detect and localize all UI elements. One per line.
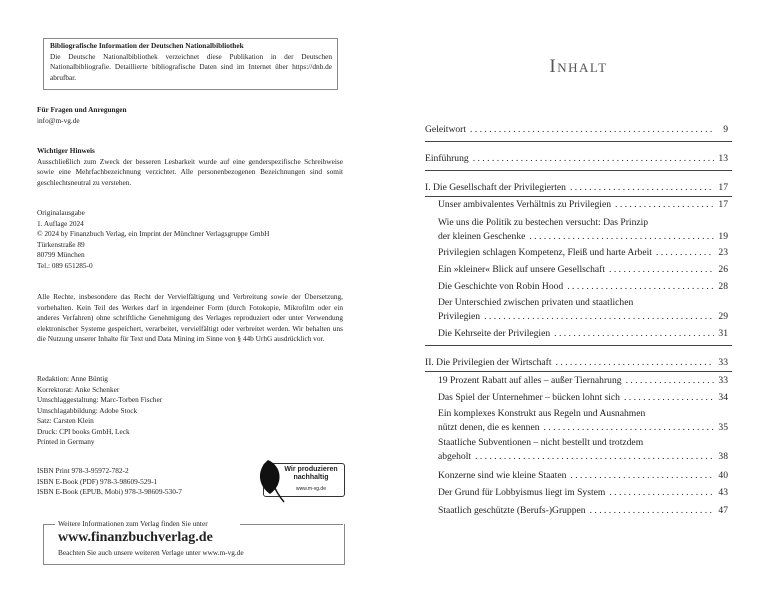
credit-line: Korrektorat: Anke Schenker <box>37 384 120 394</box>
toc-entry[interactable] <box>425 123 732 137</box>
edition-line: Originalausgabe <box>37 208 85 217</box>
toc-entry-title: Der Grund für Lobbyismus liegt im System <box>438 487 606 498</box>
toc-divider <box>425 141 732 142</box>
dot-leader <box>484 310 714 324</box>
toc-entry-title: Geleitwort <box>425 124 467 135</box>
toc-page-number: 26 <box>718 264 728 275</box>
toc-page-number: 34 <box>718 392 728 403</box>
toc-entry[interactable] <box>438 263 732 277</box>
toc-entry-title: Einführung <box>425 153 469 164</box>
web-hint: Weitere Informationen zum Verlag finden Sie unter <box>58 519 208 528</box>
dot-leader <box>615 198 714 212</box>
toc-divider <box>425 170 732 171</box>
toc-page-number: 28 <box>718 281 728 292</box>
toc-divider <box>425 371 732 372</box>
dot-leader <box>609 263 714 277</box>
dot-leader <box>626 374 714 388</box>
bibliography-info <box>50 41 332 83</box>
toc-entry-title: nützt denen, die es kennen <box>438 422 540 433</box>
toc-entry-title-line: Ein komplexes Konstrukt aus Regeln und Ausnahmen <box>438 408 646 419</box>
dot-leader <box>624 391 714 405</box>
toc-entry[interactable] <box>438 407 732 435</box>
toc-page-number: 17 <box>718 199 728 210</box>
toc-entry[interactable] <box>425 356 732 370</box>
toc-entry-title-line: Staatliche Subventionen – nicht bestellt und trotzdem <box>438 437 644 448</box>
dot-leader <box>567 280 714 294</box>
toc-divider <box>425 196 732 197</box>
dot-leader <box>475 450 714 464</box>
toc-page-number: 29 <box>718 311 728 322</box>
dot-leader <box>590 504 714 518</box>
toc-title: Inhalt <box>549 56 608 77</box>
credits <box>37 374 343 448</box>
dot-leader <box>656 246 714 260</box>
toc-page-number: 43 <box>718 487 728 498</box>
publisher-url[interactable]: www.finanzbuchverlag.de <box>58 530 213 545</box>
edition-line: Türkenstraße 89 <box>37 239 85 249</box>
dot-leader <box>470 123 714 137</box>
isbn-line: ISBN E-Book (PDF) 978-3-98609-529-1 <box>37 476 158 486</box>
toc-entry[interactable] <box>438 486 732 500</box>
toc-entry-title: Ein »kleiner« Blick auf unsere Gesellschaft <box>438 264 606 275</box>
dot-leader <box>609 486 714 500</box>
toc-page-number: 33 <box>718 375 728 386</box>
dot-leader <box>544 421 715 435</box>
credit-line: Umschlagabbildung: Adobe Stock <box>37 405 138 415</box>
toc-entry-title-line: Wie uns die Politik zu bestechen versucht: Das Prinzip <box>438 217 649 228</box>
credit-line: Redaktion: Anne Büntig <box>37 374 108 383</box>
dot-leader <box>570 469 714 483</box>
toc-page-number: 40 <box>718 470 728 481</box>
toc-entry[interactable] <box>438 469 732 483</box>
toc-entry[interactable] <box>438 374 732 388</box>
dot-leader <box>529 230 714 244</box>
edition-line: 80799 München <box>37 250 85 259</box>
box-rule <box>240 524 343 525</box>
bibliography-text: Die Deutsche Nationalbibliothek verzeichnet diese Publikation in der Deutschen Nationalbibliografie. Detaillierte bibliografische Daten sind im Internet über https://dnb.de abrufbar. <box>50 51 332 82</box>
edition-line: Tel.: 089 651285-0 <box>37 260 93 270</box>
rights-text: Alle Rechte, insbesondere das Recht der Vervielfältigung und Verbreitung sowie der Übersetzung, vorbehalten. Kein Teil des Werkes darf in irgendeiner Form (durch Fotokopie, Mikrofilm oder ein anderes Verfahren) ohne schriftliche Genehmigung des Verlages reproduziert oder unter Verwendung elektronischer Systeme gespeichert, verarbeitet, vervielfältigt oder verbreitet werden. Wir behalten uns die Nutzung unserer Inhalte für Text und Data Mining im Sinne von § 44b UrhG ausdrücklich vor. <box>37 292 343 343</box>
dot-leader <box>570 181 714 195</box>
toc-entry[interactable] <box>438 216 732 244</box>
toc-page-number: 13 <box>718 153 728 164</box>
toc-page-number: 35 <box>718 422 728 433</box>
note-title: Wichtiger Hinweis <box>37 146 95 155</box>
dot-leader <box>556 356 714 370</box>
web-note: Beachten Sie auch unsere weiteren Verlage unter www.m-vg.de <box>58 548 244 557</box>
toc-divider <box>425 345 732 346</box>
note-text: Ausschließlich zum Zweck der besseren Lesbarkeit wurde auf eine genderspezifische Schreibweise sowie eine Mehrfachbezeichnung verzichtet. Alle personenbezogenen Bezeichnungen sind somit geschlechtsneutral zu verstehen. <box>37 156 343 187</box>
edition-line: © 2024 by Finanzbuch Verlag, ein Imprint der Münchner Verlagsgruppe GmbH <box>37 229 270 238</box>
toc-entry-title: Staatlich geschützte (Berufs-)Gruppen <box>438 505 586 516</box>
toc-page-number: 47 <box>718 505 728 516</box>
badge-text: Wir produzieren nachhaltig <box>284 466 338 481</box>
credit-line: Druck: CPI books GmbH, Leck <box>37 426 130 436</box>
isbn-line: ISBN E-Book (EPUB, Mobi) 978-3-98609-530-7 <box>37 487 182 496</box>
toc-entry-title: II. Die Privilegien der Wirtschaft <box>425 357 552 368</box>
toc-page-number: 38 <box>718 451 728 462</box>
toc-entry[interactable] <box>438 198 732 212</box>
credit-line: Satz: Carsten Klein <box>37 416 94 425</box>
toc-entry[interactable] <box>425 181 732 195</box>
badge-url: www.m-vg.de <box>295 486 326 492</box>
toc-page-number: 31 <box>718 328 728 339</box>
toc-entry-title: Privilegien schlagen Kompetenz, Fleiß und harte Arbeit <box>438 247 652 258</box>
toc-page-number: 23 <box>718 247 728 258</box>
toc-entry[interactable] <box>438 436 732 464</box>
box-rule <box>43 524 55 525</box>
contact-email: info@m-vg.de <box>37 115 80 125</box>
credit-line: Umschlaggestaltung: Marc-Torben Fischer <box>37 395 163 404</box>
toc-entry-title-line: Der Unterschied zwischen privaten und staatlichen <box>438 297 634 308</box>
edition-info <box>37 208 343 271</box>
toc-page-number: 33 <box>718 357 728 368</box>
toc-page-number: 9 <box>723 124 728 135</box>
contact <box>37 105 343 126</box>
toc-entry-title: abgeholt <box>438 451 472 462</box>
toc-entry[interactable] <box>438 504 732 518</box>
toc-entry[interactable] <box>438 246 732 260</box>
toc-entry-title: der kleinen Geschenke <box>438 231 526 242</box>
toc-entry[interactable] <box>425 152 732 166</box>
sustainability-badge <box>263 463 345 497</box>
credit-line: Printed in Germany <box>37 437 95 446</box>
toc-entry[interactable] <box>438 280 732 294</box>
dot-leader <box>554 327 714 341</box>
toc-entry-title: Unser ambivalentes Verhältnis zu Privilegien <box>438 199 612 210</box>
toc-entry-title: Das Spiel der Unternehmer – bücken lohnt sich <box>438 392 620 403</box>
toc-entry[interactable] <box>438 327 732 341</box>
toc-entry-title: Konzerne sind wie kleine Staaten <box>438 470 567 481</box>
toc-entry-title: Die Geschichte von Robin Hood <box>438 281 564 292</box>
bibliography-title: Bibliografische Information der Deutschen Nationalbibliothek <box>50 41 244 50</box>
toc-entry[interactable] <box>438 391 732 405</box>
contact-title: Für Fragen und Anregungen <box>37 105 127 114</box>
dot-leader <box>473 152 714 166</box>
edition-line: 1. Auflage 2024 <box>37 218 84 228</box>
note <box>37 146 343 188</box>
toc-entry-title: Die Kehrseite der Privilegien <box>438 328 551 339</box>
toc-entry-title: 19 Prozent Rabatt auf alles – außer Tiernahrung <box>438 375 622 386</box>
toc-entry[interactable] <box>438 296 732 324</box>
toc-page-number: 17 <box>718 182 728 193</box>
isbn-line: ISBN Print 978-3-95972-782-2 <box>37 466 129 475</box>
toc-page-number: 19 <box>718 231 728 242</box>
isbn-list <box>37 466 252 498</box>
toc-entry-title: Privilegien <box>438 311 481 322</box>
toc-entry-title: I. Die Gesellschaft der Privilegierten <box>425 182 566 193</box>
